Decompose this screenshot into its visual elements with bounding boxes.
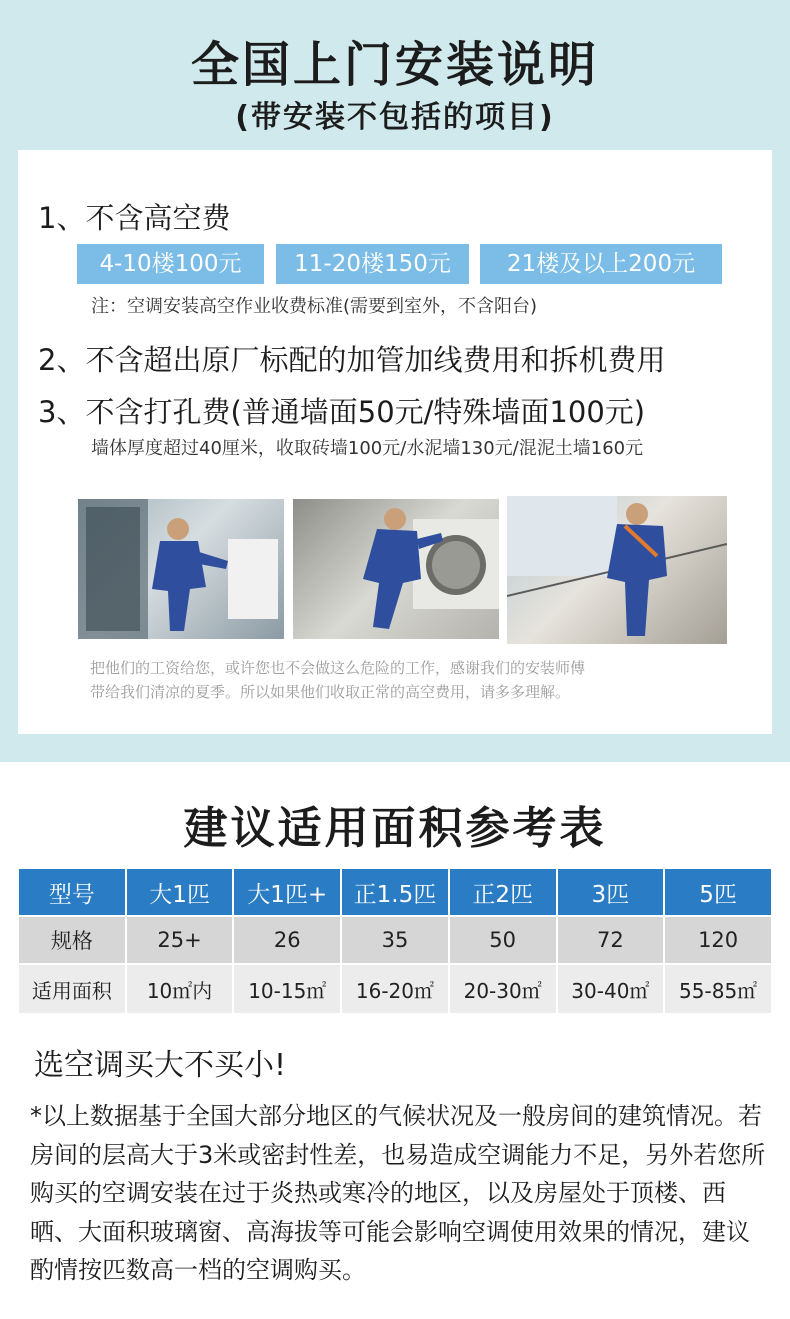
table-cell: 20-30㎡ <box>449 964 557 1014</box>
table-cell: 55-85㎡ <box>664 964 772 1014</box>
header-cell: 5匹 <box>664 868 772 916</box>
item-high-altitude-fee: 1、不含高空费 <box>38 201 231 235</box>
item-drilling-fee: 3、不含打孔费(普通墙面50元/特殊墙面100元) <box>38 395 646 429</box>
table-cell: 30-40㎡ <box>557 964 665 1014</box>
caption-line-1: 把他们的工资给您，或许您也不会做这么危险的工作，感谢我们的安装师傅 <box>90 659 586 677</box>
header-cell: 正2匹 <box>449 868 557 916</box>
table-cell: 120 <box>664 916 772 964</box>
header-cell: 正1.5匹 <box>341 868 449 916</box>
table-cell: 26 <box>233 916 341 964</box>
price-tag-11-20: 11-20楼150元 <box>276 244 469 284</box>
row-label-spec: 规格 <box>18 916 126 964</box>
installer-photo-2 <box>293 499 499 639</box>
table-cell: 72 <box>557 916 665 964</box>
table-cell: 25+ <box>126 916 234 964</box>
page-subtitle: (带安装不包括的项目) <box>235 100 555 135</box>
header-cell: 大1匹+ <box>233 868 341 916</box>
table-cell: 35 <box>341 916 449 964</box>
tip-title: 选空调买大不买小! <box>34 1048 287 1083</box>
table-cell: 50 <box>449 916 557 964</box>
table-header-row <box>18 868 772 916</box>
table-row-spec <box>18 916 772 964</box>
tip-body: *以上数据基于全国大部分地区的气候状况及一般房间的建筑情况。若房间的层高大于3米或密封性差，也易造成空调能力不足，另外若您所购买的空调安装在过于炎热或寒冷的地区，以及房屋处于顶楼、西晒、大面积玻璃窗、高海拔等可能会影响空调使用效果的情况，建议酌情按匹数高一档的空调购买。 <box>30 1102 766 1284</box>
wall-thickness-note: 墙体厚度超过40厘米，收取砖墙100元/水泥墙130元/混泥土墙160元 <box>91 438 644 459</box>
table-cell: 10㎡内 <box>126 964 234 1014</box>
header-cell-model: 型号 <box>18 868 126 916</box>
table-cell: 16-20㎡ <box>341 964 449 1014</box>
item-extra-pipe-fee: 2、不含超出原厂标配的加管加线费用和拆机费用 <box>38 343 666 377</box>
area-reference-table <box>17 867 773 1015</box>
price-tag-21-plus: 21楼及以上200元 <box>480 244 722 284</box>
installer-photo-3 <box>507 496 727 644</box>
page-title: 全国上门安装说明 <box>190 37 599 93</box>
table-row-area <box>18 964 772 1014</box>
installer-photo-1 <box>78 499 284 639</box>
area-table-title: 建议适用面积参考表 <box>183 803 607 854</box>
price-tag-4-10: 4-10楼100元 <box>77 244 264 284</box>
install-card <box>18 150 772 734</box>
header-cell: 大1匹 <box>126 868 234 916</box>
caption-line-2: 带给我们清凉的夏季。所以如果他们收取正常的高空费用，请多多理解。 <box>90 683 571 701</box>
header-cell: 3匹 <box>557 868 665 916</box>
high-altitude-note: 注：空调安装高空作业收费标准(需要到室外，不含阳台) <box>91 296 538 317</box>
table-cell: 10-15㎡ <box>233 964 341 1014</box>
row-label-area: 适用面积 <box>18 964 126 1014</box>
